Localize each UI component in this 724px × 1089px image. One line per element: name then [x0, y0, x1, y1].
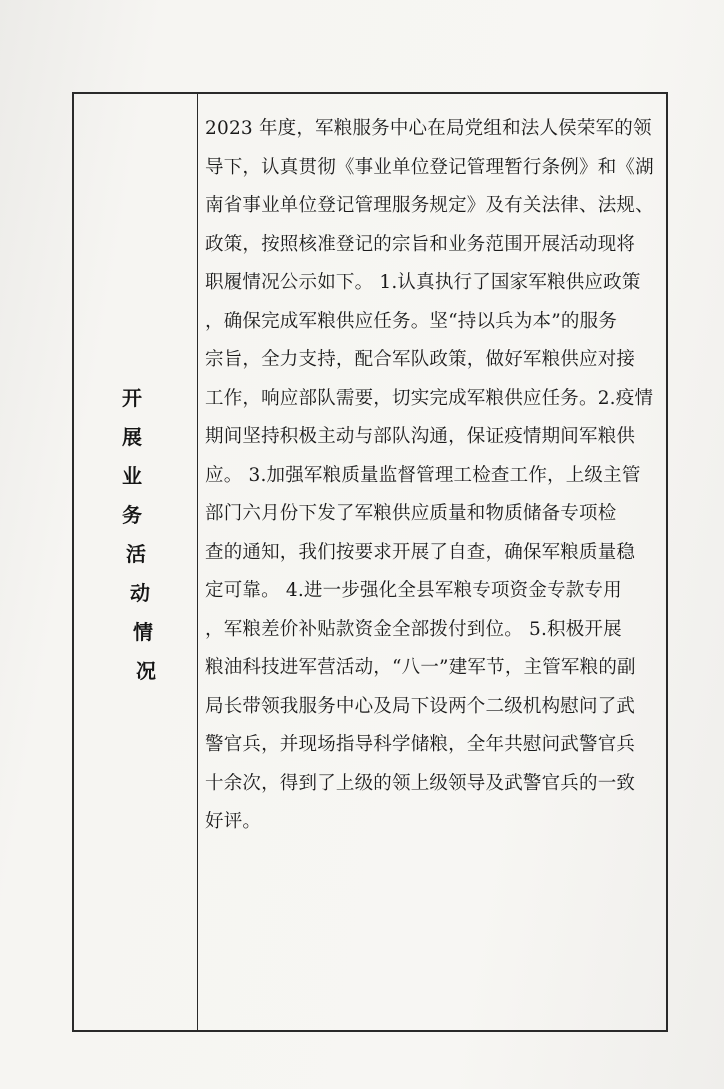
content-line: 政策，按照核准登记的宗旨和业务范围开展活动现将 [205, 233, 636, 255]
content-line: 工作，响应部队需要，切实完成军粮供应任务。2.疫情 [205, 387, 654, 409]
section-label-char: 情 [133, 620, 153, 644]
content-line: 局长带领我服务中心及局下设两个二级机构慰问了武 [205, 695, 636, 717]
content-line: 查的通知，我们按要求开展了自查，确保军粮质量稳 [205, 541, 636, 563]
content-line: 警官兵，并现场指导科学储粮，全年共慰问武警官兵 [205, 734, 636, 755]
section-label-char: 活 [126, 542, 146, 566]
content-line: 应。 3.加强军粮质量监督管理工检查工作，上级主管 [205, 464, 641, 486]
content-line: 导下，认真贯彻《事业单位登记管理暂行条例》和《湖 [205, 156, 654, 178]
content-line: 南省事业单位登记管理服务规定》及有关法律、法规、 [205, 195, 654, 216]
section-label-char: 业 [122, 464, 142, 488]
section-label-char: 开 [122, 386, 142, 410]
content-cell [205, 110, 655, 842]
content-line: 宗旨，全力支持，配合军队政策，做好军粮供应对接 [205, 349, 636, 370]
content-line: 粮油科技进军营活动，“八一”建军节，主管军粮的副 [205, 657, 636, 678]
content-line: 好评。 [205, 811, 262, 832]
content-line: 部门六月份下发了军粮供应质量和物质储备专项检 [205, 503, 617, 524]
content-line: 定可靠。 4.进一步强化全县军粮专项资金专款专用 [205, 580, 622, 601]
content-line: ，确保完成军粮供应任务。坚“持以兵为本”的服务 [205, 310, 618, 332]
content-line: 期间坚持积极主动与部队沟通，保证疫情期间军粮供 [205, 426, 636, 447]
content-line: 职履情况公示如下。 1.认真执行了国家军粮供应政策 [205, 272, 641, 293]
column-divider [197, 94, 198, 1030]
section-label-char: 展 [122, 425, 142, 449]
section-label-char: 务 [122, 503, 142, 527]
content-line: 十余次，得到了上级的领上级领导及武警官兵的一致 [205, 772, 636, 794]
section-label-cell [74, 94, 197, 1030]
report-table [72, 92, 668, 1032]
content-line: 2023 年度，军粮服务中心在局党组和法人侯荣军的领 [205, 118, 652, 139]
content-line: ，军粮差价补贴款资金全部拨付到位。 5.积极开展 [205, 618, 622, 640]
section-label-char: 动 [130, 581, 150, 605]
section-label-char: 况 [136, 659, 156, 683]
